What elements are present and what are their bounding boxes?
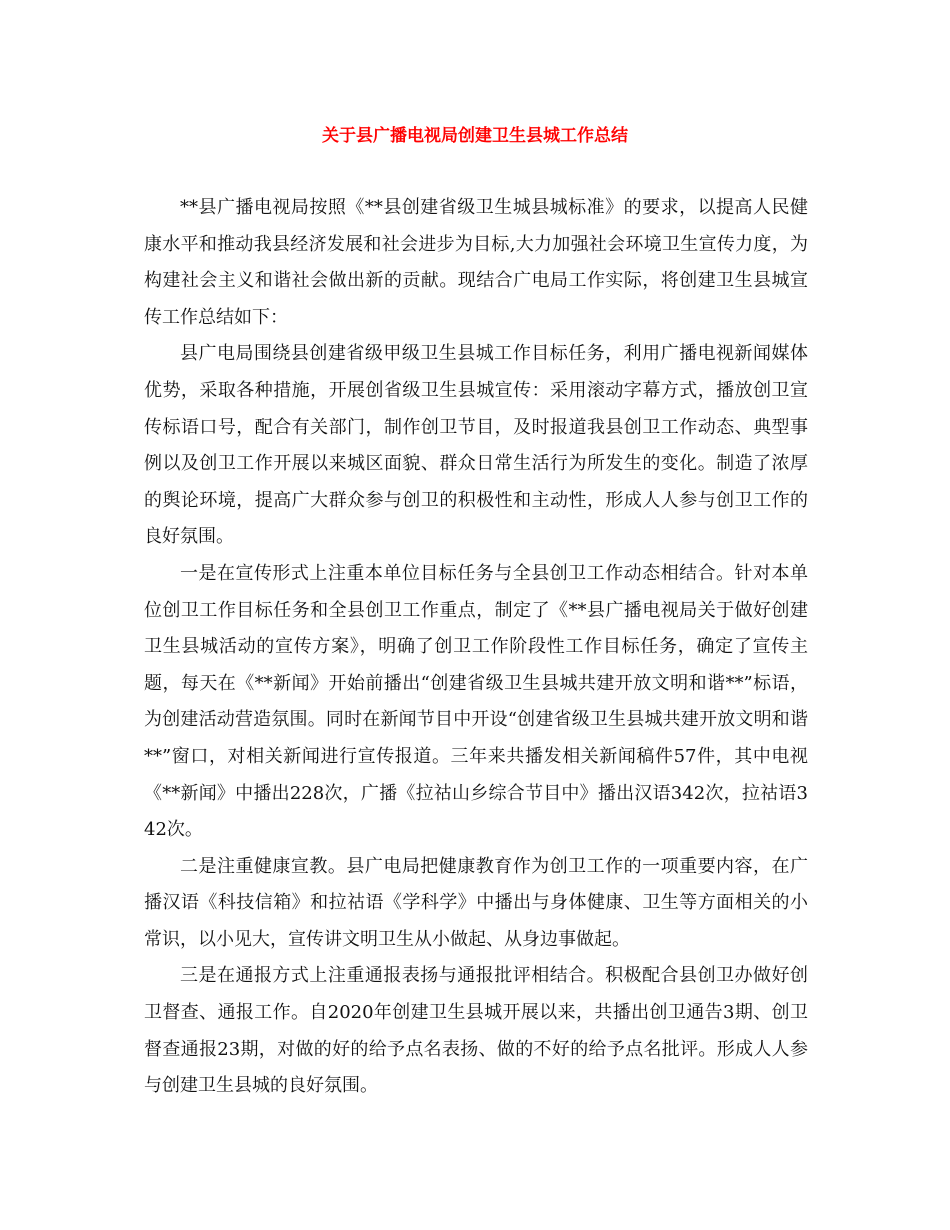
paragraph-intro: **县广播电视局按照《**县创建省级卫生城县城标准》的要求，以提高人民健康水平和推动我县经济发展和社会进步为目标,大力加强社会环境卫生宣传力度，为构建社会主义和谐社会做出新的贡献。现结合广电局工作实际，将创建卫生县城宣传工作总结如下： xyxy=(144,197,808,328)
paragraph-point-three: 三是在通报方式上注重通报表扬与通报批评相结合。积极配合县创卫办做好创卫督查、通报工作。自2020年创建卫生县城开展以来，共播出创卫通告3期、创卫督查通报23期，对做的好的给予点名表扬、做的不好的给予点名批评。形成人人参与创建卫生县城的良好氛围。 xyxy=(144,965,808,1097)
paragraph-point-one: 一是在宣传形式上注重本单位目标任务与全县创卫工作动态相结合。针对本单位创卫工作目标任务和全县创卫工作重点，制定了《**县广播电视局关于做好创建卫生县城活动的宣传方案》，明确了创卫工作阶段性工作目标任务，确定了宣传主题，每天在《**新闻》开始前播出“创建省级卫生县城共建开放文明和谐**”标语，为创建活动营造氛围。同时在新闻节目中开设“创建省级卫生县城共建开放文明和谐**”窗口，对相关新闻进行宣传报道。三年来共播发相关新闻稿件57件，其中电视《**新闻》中播出228次，广播《拉祜山乡综合节目中》播出汉语342次，拉祜语342次。 xyxy=(144,562,808,841)
document-body xyxy=(144,190,808,1105)
paragraph-point-two: 二是注重健康宣教。县广电局把健康教育作为创卫工作的一项重要内容，在广播汉语《科技信箱》和拉祜语《学科学》中播出与身体健康、卫生等方面相关的小常识，以小见大，宣传讲文明卫生从小做起、从身边事做起。 xyxy=(144,855,808,950)
paragraph-overview: 县广电局围绕县创建省级甲级卫生县城工作目标任务，利用广播电视新闻媒体优势，采取各种措施，开展创省级卫生县城宣传：采用滚动字幕方式，播放创卫宣传标语口号，配合有关部门，制作创卫节目，及时报道我县创卫工作动态、典型事例以及创卫工作开展以来城区面貌、群众日常生活行为所发生的变化。制造了浓厚的舆论环境，提高广大群众参与创卫的积极性和主动性，形成人人参与创卫工作的良好氛围。 xyxy=(144,343,808,548)
document-title: 关于县广播电视局创建卫生县城工作总结 xyxy=(322,126,628,146)
